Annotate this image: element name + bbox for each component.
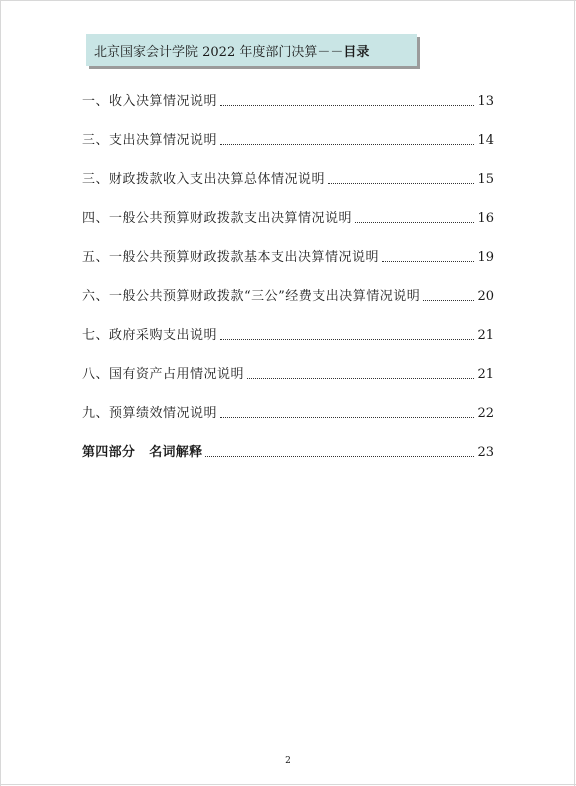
toc-dot-leader bbox=[220, 143, 474, 145]
toc-dot-leader bbox=[220, 416, 474, 418]
banner-title: 北京国家会计学院 2022 年度部门决算 bbox=[94, 44, 318, 60]
toc-entry-page: 22 bbox=[477, 406, 494, 421]
toc-entry-title: 九、预算绩效情况说明 bbox=[82, 406, 218, 421]
toc-dot-leader bbox=[355, 221, 474, 223]
page-number: 2 bbox=[285, 756, 291, 766]
toc-entry-page: 13 bbox=[477, 94, 494, 109]
toc-entry-title: 三、支出决算情况说明 bbox=[82, 133, 218, 148]
toc-entry[interactable] bbox=[82, 160, 494, 199]
banner-box bbox=[86, 34, 417, 66]
toc-entry-page: 20 bbox=[477, 289, 494, 304]
toc-dot-leader bbox=[220, 104, 474, 106]
toc-part-heading[interactable] bbox=[82, 433, 494, 472]
toc-entry-page: 16 bbox=[477, 211, 494, 226]
page-edge-right bbox=[574, 0, 575, 786]
toc-entry-title: 七、政府采购支出说明 bbox=[82, 328, 218, 343]
toc-entry[interactable] bbox=[82, 238, 494, 277]
toc-dot-leader bbox=[220, 338, 474, 340]
toc-entry[interactable] bbox=[82, 316, 494, 355]
toc-entry[interactable] bbox=[82, 355, 494, 394]
toc-entry[interactable] bbox=[82, 82, 494, 121]
toc-entry[interactable] bbox=[82, 199, 494, 238]
toc-entry-page: 15 bbox=[477, 172, 494, 187]
toc-entry[interactable] bbox=[82, 121, 494, 160]
toc-dot-leader bbox=[247, 377, 474, 379]
banner-toc-label: 目录 bbox=[343, 44, 370, 60]
toc-entry-title: 六、一般公共预算财政拨款“三公”经费支出决算情况说明 bbox=[82, 289, 421, 304]
toc-entry-page: 21 bbox=[477, 367, 494, 382]
toc-part-label: 第四部分 bbox=[82, 445, 136, 460]
toc-entry[interactable] bbox=[82, 277, 494, 316]
toc-dot-leader bbox=[423, 299, 474, 301]
toc-entry-title: 五、一般公共预算财政拨款基本支出决算情况说明 bbox=[82, 250, 380, 265]
toc-entry-page: 19 bbox=[477, 250, 494, 265]
page-edge-left bbox=[0, 0, 1, 786]
toc-part-name: 名词解释 bbox=[149, 445, 203, 460]
page-edge-top bbox=[0, 0, 576, 1]
toc-entry-page: 21 bbox=[477, 328, 494, 343]
toc-part-title bbox=[82, 441, 202, 460]
toc-entry-title: 八、国有资产占用情况说明 bbox=[82, 367, 245, 382]
toc-dot-leader bbox=[205, 455, 474, 457]
toc-entry-title: 四、一般公共预算财政拨款支出决算情况说明 bbox=[82, 211, 353, 226]
toc-entry-page: 14 bbox=[477, 133, 494, 148]
toc-entry-title: 三、财政拨款收入支出决算总体情况说明 bbox=[82, 172, 326, 187]
toc-part-page: 23 bbox=[477, 445, 494, 460]
page-edge-bottom bbox=[0, 784, 576, 785]
header-banner bbox=[86, 34, 417, 66]
toc-entry-title: 一、收入决算情况说明 bbox=[82, 94, 218, 109]
toc-dot-leader bbox=[382, 260, 474, 262]
banner-separator: －－ bbox=[317, 44, 344, 60]
table-of-contents bbox=[82, 82, 494, 472]
toc-dot-leader bbox=[328, 182, 474, 184]
toc-entry[interactable] bbox=[82, 394, 494, 433]
